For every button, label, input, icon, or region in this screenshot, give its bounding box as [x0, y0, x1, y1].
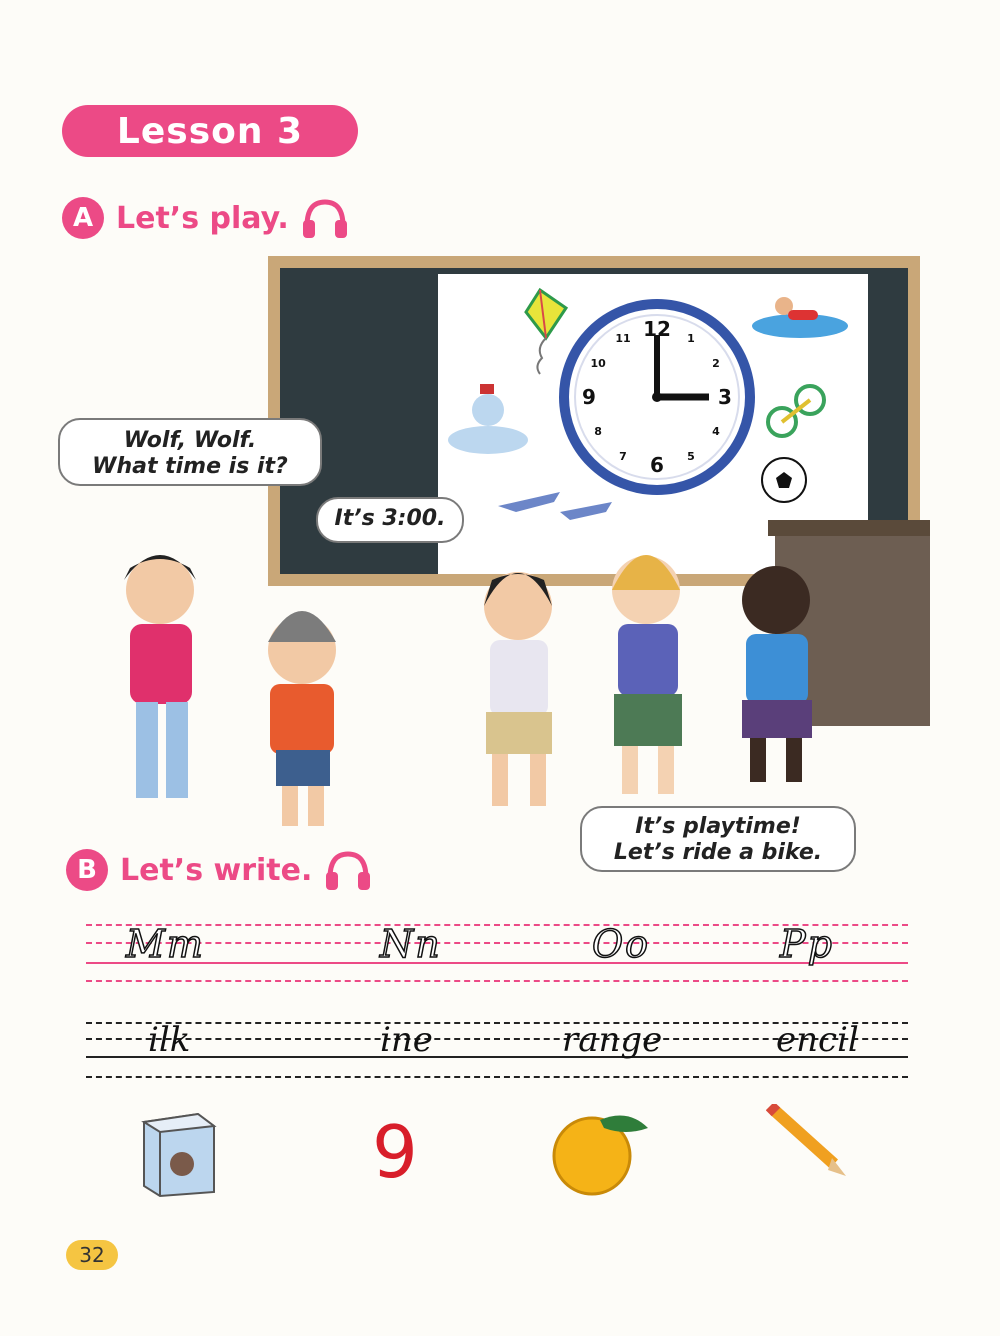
section-b-header [66, 848, 372, 892]
clock-number: 9 [582, 385, 596, 409]
letter-pair-o: Oo [592, 922, 651, 966]
word-ending-milk: ilk [148, 1020, 191, 1060]
girl-pink-shirt [124, 555, 196, 798]
classroom-scene [40, 250, 930, 870]
pencil-icon [766, 1104, 850, 1180]
clock-number: 8 [594, 425, 602, 438]
clock-number: 1 [687, 332, 695, 346]
section-a-title: Let’s play. [116, 200, 289, 236]
word-ending-pencil: encil [776, 1020, 859, 1060]
boy-wolf-mask [268, 611, 336, 826]
word-ending-orange: range [562, 1020, 663, 1060]
boy-blue-shirt [742, 566, 812, 782]
clock-number: 5 [687, 449, 695, 463]
bubble-line: It’s playtime! [635, 814, 801, 839]
letter-pair-m: Mm [126, 922, 205, 966]
bubble-line: What time is it? [92, 454, 288, 480]
soccer-ball-icon [762, 458, 806, 502]
letter-pair-n: Nn [380, 922, 442, 966]
headphones-icon[interactable] [301, 196, 349, 240]
bubble-line: Let’s ride a bike. [613, 840, 823, 866]
clock-number: 6 [650, 453, 664, 477]
writing-line [86, 1076, 908, 1078]
clock-number: 10 [590, 357, 606, 370]
milk-carton-icon [134, 1102, 220, 1198]
bubble-line: Wolf, Wolf. [123, 428, 257, 453]
clock-number: 7 [619, 449, 627, 463]
page-number: 32 [66, 1240, 118, 1270]
girl-white-shirt [484, 572, 552, 806]
section-b-letter: B [66, 849, 108, 891]
clock-number: 3 [718, 385, 732, 409]
number-nine: 9 [372, 1110, 418, 1194]
speech-bubble-wolf-question [58, 418, 322, 486]
section-a-header [62, 196, 349, 240]
section-b-title: Let’s write. [120, 852, 313, 888]
clock-number: 2 [712, 357, 720, 370]
orange-icon [548, 1102, 654, 1198]
girl-curly-hair [612, 555, 682, 794]
speech-bubble-time-answer: It’s 3:00. [316, 497, 464, 543]
word-ending-nine: ine [380, 1020, 433, 1060]
clock-number: 11 [615, 332, 631, 346]
clock-number: 12 [643, 317, 671, 341]
clock-number: 4 [712, 425, 720, 438]
lesson-title: Lesson 3 [62, 105, 358, 157]
clock [559, 299, 755, 495]
headphones-icon[interactable] [324, 848, 372, 892]
section-a-letter: A [62, 197, 104, 239]
letter-pair-p: Pp [780, 922, 834, 966]
guide-line [86, 980, 908, 982]
speech-bubble-playtime [580, 806, 856, 872]
